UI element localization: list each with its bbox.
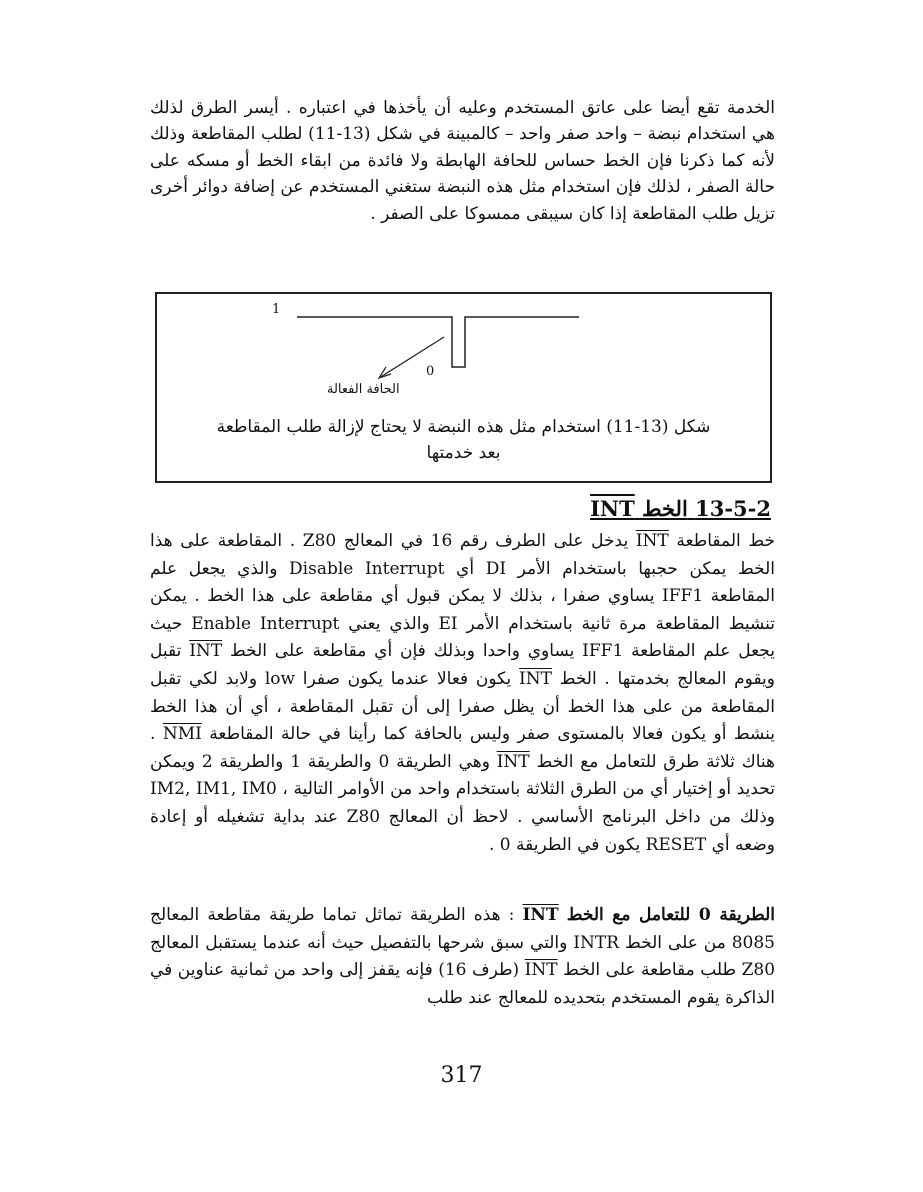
text-run: . هناك ثلاثة طرق للتعامل مع الخط <box>150 724 775 772</box>
text-run: وهي الطريقة 0 والطريقة 1 والطريقة 2 ويمكن تحديد أو إختيار أي من الطرق الثلاثة باستخدام واحد من الأوامر التالية ، IM2, IM1, IM0 وذلك من داخل البرنامج الأساسي . لاحظ أن المعالج Z80 عند بداية تشغيله أو إعادة وضعه أي RESET يكون في الطريقة 0 . <box>150 751 775 855</box>
paragraph-mode-zero <box>150 902 775 1012</box>
int-signal: INT <box>524 960 558 980</box>
pulse-line <box>297 317 579 367</box>
paragraph-int-line <box>150 528 775 859</box>
int-signal: INT <box>189 641 223 662</box>
nmi-signal: NMI <box>162 724 202 745</box>
caption-line-1: شكل (13-11) استخدام مثل هذه النبضة لا يحتاج لإزالة طلب المقاطعة <box>216 417 711 437</box>
text-run: تقبل ويقوم المعالج بخدمتها . الخط <box>150 641 776 689</box>
heading-word: الخط <box>642 496 688 521</box>
heading-signal: INT <box>590 496 635 521</box>
level-zero-label: 0 <box>426 364 435 379</box>
section-heading <box>590 496 771 521</box>
text-run: يدخل على الطرف رقم 16 في المعالج Z80 . المقاطعة على هذا الخط يمكن حجبها باستخدام الأمر DI أي Disable Interrupt والذي يجعل علم المقاطعة IFF1 يساوي صفرا ، بذلك لا يمكن قبول أي مقاطعة على هذا الخط . يمكن تنشيط المقاطعة مرة ثانية باستخدام الأمر EI والذي يعني Enable Interrupt حيث يجعل علم المقاطعة IFF1 يساوي واحدا وبذلك فإن أي مقاطعة على الخط <box>150 531 776 662</box>
int-signal: INT <box>496 751 530 772</box>
paragraph-intro: الخدمة تقع أيضا على عاتق المستخدم وعليه أن يأخذها في اعتباره . أيسر الطرق لذلك هي استخدام نبضة – واحد صفر واحد – كالمبينة في شكل (13-11) لطلب المقاطعة وذلك لأنه كما ذكرنا فإن الخط حساس للحافة الهابطة ولا فائدة من ابقاء الخط أو مسكه على حالة الصفر ، لذلك فإن استخدام مثل هذه النبضة ستغني المستخدم عن إضافة دوائر أخرى تزيل طلب المقاطعة إذا كان سيبقى ممسوكا على الصفر . <box>150 98 776 224</box>
heading-number: 13-5-2 <box>695 496 771 521</box>
figure-box <box>155 292 772 483</box>
page-number: 317 <box>440 1063 483 1088</box>
active-edge-label: الحافة الفعالة <box>327 382 400 397</box>
int-signal: INT <box>635 531 669 551</box>
int-signal: INT <box>522 905 559 925</box>
figure-caption <box>177 414 750 466</box>
text-run: خط المقاطعة <box>676 531 776 551</box>
mode-zero-title: الطريقة 0 للتعامل مع الخط <box>566 905 776 925</box>
int-signal: INT <box>519 668 552 689</box>
caption-line-2: بعد خدمتها <box>426 443 501 463</box>
text-run: : هذه الطريقة تماثل تماما طريقة مقاطعة المعالج 8085 من على الخط INTR والتي سبق شرحها بالتفصيل حيث أنه عندما يستقبل المعالج Z80 طلب مقاطعة على الخط <box>150 905 776 980</box>
level-one-label: 1 <box>272 302 281 317</box>
text-run: (طرف 16) فإنه يقفز إلى واحد من ثمانية عناوين في الذاكرة يقوم المستخدم بتحديده للمعالج عند طلب <box>150 960 775 1008</box>
text-run: يكون فعالا عندما يكون صفرا low ولابد لكي تقبل المقاطعة من على هذا الخط أن يظل صفرا إلى أن تقبل المقاطعة ، أي أن هذا الخط ينشط أو يكون فعالا بالمستوى صفر وليس بالحافة كما رأينا في حالة المقاطعة <box>150 668 776 745</box>
